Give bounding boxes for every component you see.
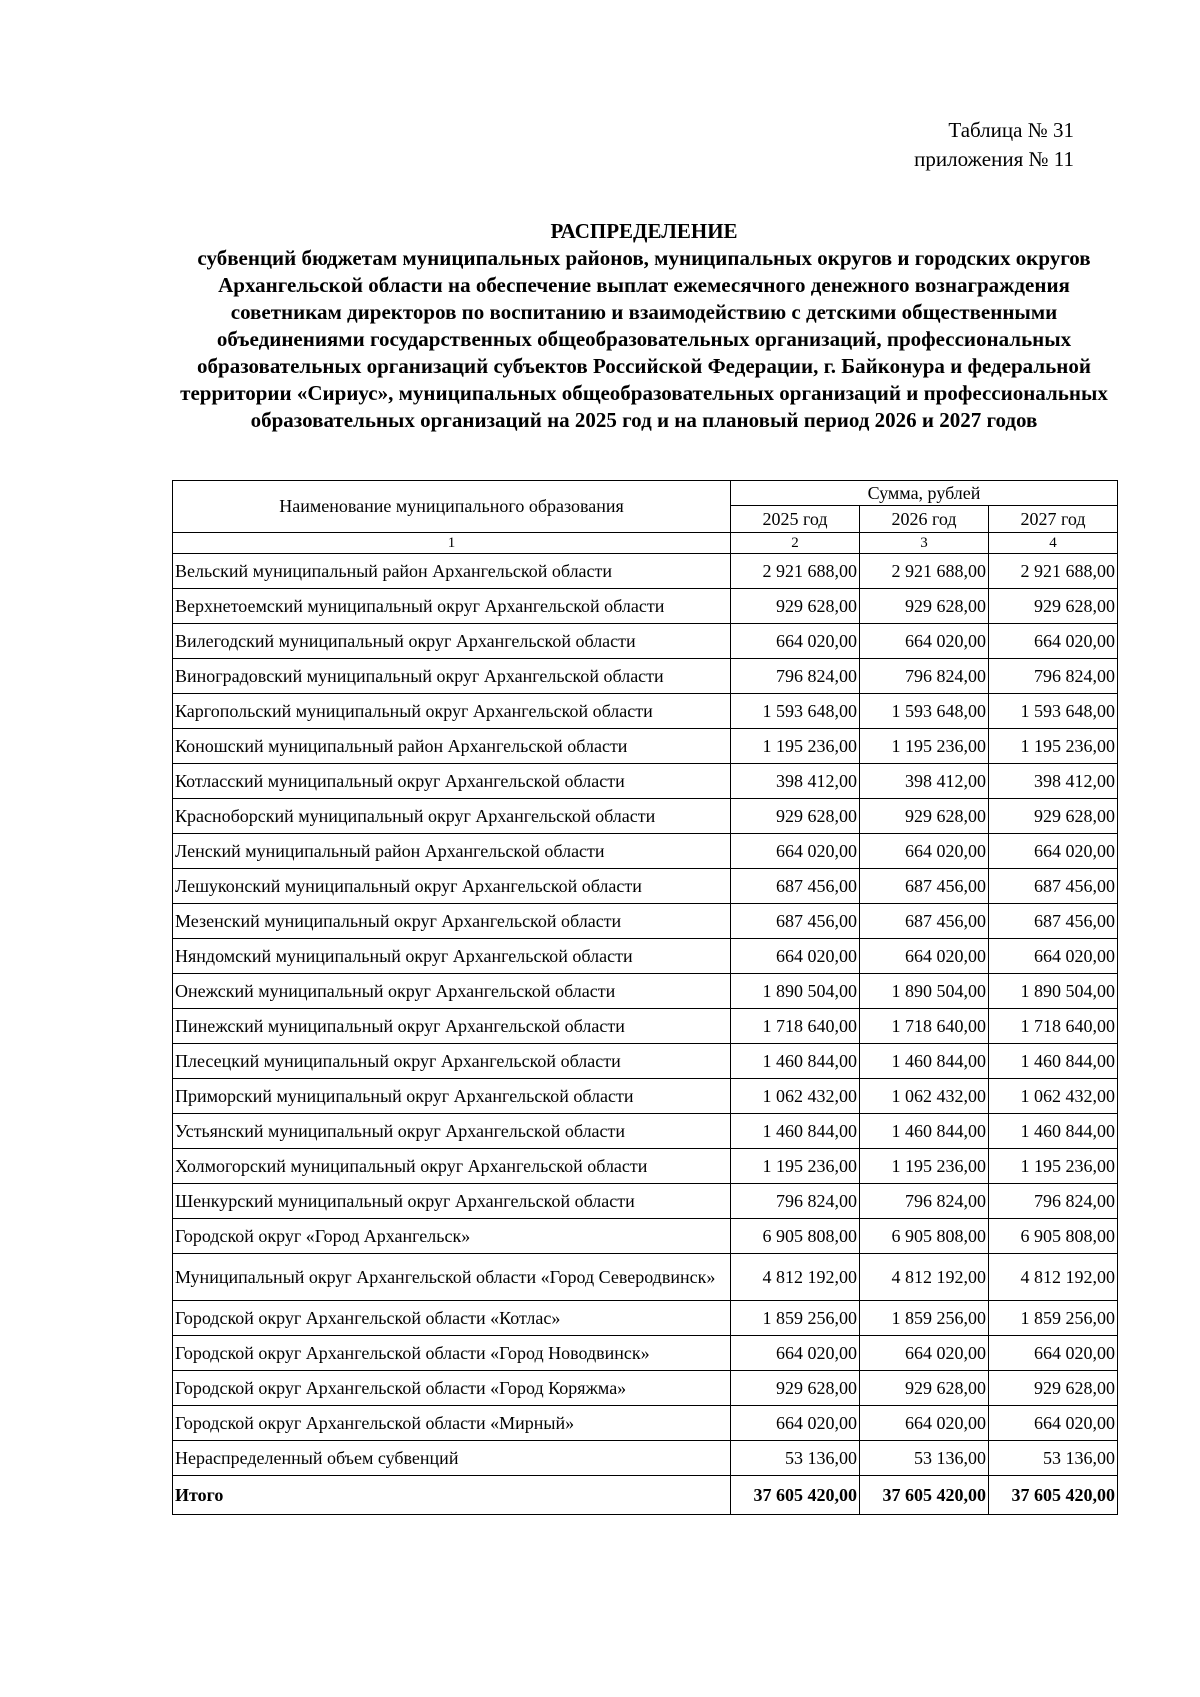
amount-2025: 929 628,00 (731, 799, 860, 834)
table-row (173, 1254, 1118, 1301)
amount-2027: 1 593 648,00 (989, 694, 1118, 729)
total-amount-2026: 37 605 420,00 (860, 1476, 989, 1515)
amount-2026: 664 020,00 (860, 834, 989, 869)
municipality-name: Виноградовский муниципальный округ Архангельской области (173, 659, 731, 694)
amount-2027: 2 921 688,00 (989, 554, 1118, 589)
total-amount-2027: 37 605 420,00 (989, 1476, 1118, 1515)
amount-2027: 664 020,00 (989, 834, 1118, 869)
amount-2025: 1 195 236,00 (731, 729, 860, 764)
municipality-name: Нераспределенный объем субвенций (173, 1441, 731, 1476)
column-header-sum: Сумма, рублей (731, 481, 1118, 506)
column-header-name: Наименование муниципального образования (173, 481, 731, 533)
amount-2027: 929 628,00 (989, 589, 1118, 624)
amount-2026: 398 412,00 (860, 764, 989, 799)
amount-2027: 1 195 236,00 (989, 729, 1118, 764)
municipality-name: Городской округ Архангельской области «Котлас» (173, 1301, 731, 1336)
amount-2025: 664 020,00 (731, 939, 860, 974)
municipality-name: Котласский муниципальный округ Архангельской области (173, 764, 731, 799)
amount-2027: 1 718 640,00 (989, 1009, 1118, 1044)
municipality-name: Шенкурский муниципальный округ Архангельской области (173, 1184, 731, 1219)
amount-2026: 1 195 236,00 (860, 1149, 989, 1184)
municipality-name: Муниципальный округ Архангельской области «Город Северодвинск» (173, 1254, 731, 1301)
amount-2025: 1 593 648,00 (731, 694, 860, 729)
table-row (173, 764, 1118, 799)
table-row (173, 799, 1118, 834)
amount-2027: 929 628,00 (989, 1371, 1118, 1406)
amount-2026: 664 020,00 (860, 624, 989, 659)
amount-2025: 1 890 504,00 (731, 974, 860, 1009)
table-row (173, 1219, 1118, 1254)
table-number: Таблица № 31 (948, 118, 1074, 142)
amount-2026: 796 824,00 (860, 659, 989, 694)
municipality-name: Верхнетоемский муниципальный округ Архангельской области (173, 589, 731, 624)
amount-2025: 664 020,00 (731, 834, 860, 869)
municipality-name: Каргопольский муниципальный округ Архангельской области (173, 694, 731, 729)
municipality-name: Вилегодский муниципальный округ Архангельской области (173, 624, 731, 659)
column-number: 1 (173, 533, 731, 554)
table-row (173, 694, 1118, 729)
appendix-number: приложения № 11 (914, 147, 1074, 171)
amount-2025: 2 921 688,00 (731, 554, 860, 589)
amount-2027: 1 859 256,00 (989, 1301, 1118, 1336)
table-row (173, 1044, 1118, 1079)
table-row (173, 1301, 1118, 1336)
header-row-sum (173, 481, 1118, 506)
amount-2026: 664 020,00 (860, 939, 989, 974)
amount-2025: 1 859 256,00 (731, 1301, 860, 1336)
table-row (173, 624, 1118, 659)
table-row (173, 974, 1118, 1009)
amount-2025: 6 905 808,00 (731, 1219, 860, 1254)
amount-2026: 1 195 236,00 (860, 729, 989, 764)
amount-2026: 929 628,00 (860, 799, 989, 834)
table-row (173, 1149, 1118, 1184)
municipality-name: Коношский муниципальный район Архангельской области (173, 729, 731, 764)
amount-2025: 687 456,00 (731, 869, 860, 904)
amount-2027: 664 020,00 (989, 1336, 1118, 1371)
municipality-name: Плесецкий муниципальный округ Архангельской области (173, 1044, 731, 1079)
amount-2025: 664 020,00 (731, 624, 860, 659)
total-row (173, 1476, 1118, 1515)
amount-2027: 1 460 844,00 (989, 1114, 1118, 1149)
amount-2025: 1 195 236,00 (731, 1149, 860, 1184)
municipality-name: Городской округ Архангельской области «Мирный» (173, 1406, 731, 1441)
table-row (173, 659, 1118, 694)
amount-2025: 929 628,00 (731, 589, 860, 624)
amount-2026: 1 718 640,00 (860, 1009, 989, 1044)
amount-2025: 664 020,00 (731, 1406, 860, 1441)
municipality-name: Вельский муниципальный район Архангельской области (173, 554, 731, 589)
table-row (173, 729, 1118, 764)
amount-2027: 1 195 236,00 (989, 1149, 1118, 1184)
amount-2025: 1 460 844,00 (731, 1114, 860, 1149)
amount-2027: 53 136,00 (989, 1441, 1118, 1476)
table-row (173, 589, 1118, 624)
column-header-2026: 2026 год (860, 506, 989, 533)
amount-2026: 1 593 648,00 (860, 694, 989, 729)
municipality-name: Городской округ Архангельской области «Город Коряжма» (173, 1371, 731, 1406)
table-row (173, 1441, 1118, 1476)
table-row (173, 1079, 1118, 1114)
amount-2026: 53 136,00 (860, 1441, 989, 1476)
title-subtitle: субвенций бюджетам муниципальных районов, муниципальных округов и городских округов Архангельской области на обеспечение выплат ежемесячного денежного вознаграждения советникам директоров по воспитанию и взаимодействию с детскими общественными объединениями государственных общеобразовательных организаций, профессиональных образовательных организаций субъектов Российской Федерации, г. Байконура и федеральной территории «Сириус», муниципальных общеобразовательных организаций и профессиональных образовательных организаций на 2025 год и на плановый период 2026 и 2027 годов (180, 246, 1108, 432)
municipality-name: Няндомский муниципальный округ Архангельской области (173, 939, 731, 974)
amount-2025: 1 718 640,00 (731, 1009, 860, 1044)
amount-2027: 1 062 432,00 (989, 1079, 1118, 1114)
table-row (173, 939, 1118, 974)
table-row (173, 554, 1118, 589)
amount-2026: 1 460 844,00 (860, 1114, 989, 1149)
column-number-row (173, 533, 1118, 554)
amount-2025: 929 628,00 (731, 1371, 860, 1406)
amount-2026: 1 859 256,00 (860, 1301, 989, 1336)
total-label: Итого (173, 1476, 731, 1515)
table-row (173, 1371, 1118, 1406)
amount-2027: 664 020,00 (989, 939, 1118, 974)
municipality-name: Устьянский муниципальный округ Архангельской области (173, 1114, 731, 1149)
table-row (173, 904, 1118, 939)
column-number: 4 (989, 533, 1118, 554)
municipality-name: Ленский муниципальный район Архангельской области (173, 834, 731, 869)
total-amount-2025: 37 605 420,00 (731, 1476, 860, 1515)
title-main: РАСПРЕДЕЛЕНИЕ (550, 219, 738, 243)
amount-2026: 6 905 808,00 (860, 1219, 989, 1254)
amount-2027: 664 020,00 (989, 1406, 1118, 1441)
table-row (173, 1336, 1118, 1371)
amount-2027: 687 456,00 (989, 904, 1118, 939)
amount-2025: 687 456,00 (731, 904, 860, 939)
amount-2027: 4 812 192,00 (989, 1254, 1118, 1301)
amount-2026: 664 020,00 (860, 1406, 989, 1441)
municipality-name: Пинежский муниципальный округ Архангельской области (173, 1009, 731, 1044)
amount-2026: 929 628,00 (860, 589, 989, 624)
amount-2025: 1 062 432,00 (731, 1079, 860, 1114)
amount-2027: 6 905 808,00 (989, 1219, 1118, 1254)
municipality-name: Городской округ Архангельской области «Город Новодвинск» (173, 1336, 731, 1371)
document-title (160, 218, 1128, 434)
amount-2027: 398 412,00 (989, 764, 1118, 799)
document-reference (914, 116, 1074, 174)
table-row (173, 869, 1118, 904)
amount-2026: 687 456,00 (860, 904, 989, 939)
column-number: 2 (731, 533, 860, 554)
amount-2026: 796 824,00 (860, 1184, 989, 1219)
amount-2025: 664 020,00 (731, 1336, 860, 1371)
amount-2027: 796 824,00 (989, 659, 1118, 694)
amount-2027: 664 020,00 (989, 624, 1118, 659)
municipality-name: Мезенский муниципальный округ Архангельской области (173, 904, 731, 939)
table-row (173, 1009, 1118, 1044)
municipality-name: Лешуконский муниципальный округ Архангельской области (173, 869, 731, 904)
column-header-2027: 2027 год (989, 506, 1118, 533)
column-number: 3 (860, 533, 989, 554)
amount-2026: 929 628,00 (860, 1371, 989, 1406)
table-row (173, 1406, 1118, 1441)
table-row (173, 834, 1118, 869)
column-header-2025: 2025 год (731, 506, 860, 533)
distribution-table (172, 480, 1118, 1515)
municipality-name: Красноборский муниципальный округ Архангельской области (173, 799, 731, 834)
amount-2025: 796 824,00 (731, 1184, 860, 1219)
municipality-name: Холмогорский муниципальный округ Архангельской области (173, 1149, 731, 1184)
amount-2025: 4 812 192,00 (731, 1254, 860, 1301)
amount-2025: 53 136,00 (731, 1441, 860, 1476)
amount-2026: 1 460 844,00 (860, 1044, 989, 1079)
amount-2027: 796 824,00 (989, 1184, 1118, 1219)
amount-2026: 1 890 504,00 (860, 974, 989, 1009)
amount-2027: 929 628,00 (989, 799, 1118, 834)
municipality-name: Городской округ «Город Архангельск» (173, 1219, 731, 1254)
amount-2025: 1 460 844,00 (731, 1044, 860, 1079)
amount-2026: 4 812 192,00 (860, 1254, 989, 1301)
amount-2025: 796 824,00 (731, 659, 860, 694)
amount-2026: 687 456,00 (860, 869, 989, 904)
amount-2025: 398 412,00 (731, 764, 860, 799)
table-row (173, 1114, 1118, 1149)
amount-2027: 1 890 504,00 (989, 974, 1118, 1009)
amount-2026: 2 921 688,00 (860, 554, 989, 589)
municipality-name: Онежский муниципальный округ Архангельской области (173, 974, 731, 1009)
amount-2026: 664 020,00 (860, 1336, 989, 1371)
table-row (173, 1184, 1118, 1219)
amount-2026: 1 062 432,00 (860, 1079, 989, 1114)
amount-2027: 687 456,00 (989, 869, 1118, 904)
municipality-name: Приморский муниципальный округ Архангельской области (173, 1079, 731, 1114)
amount-2027: 1 460 844,00 (989, 1044, 1118, 1079)
